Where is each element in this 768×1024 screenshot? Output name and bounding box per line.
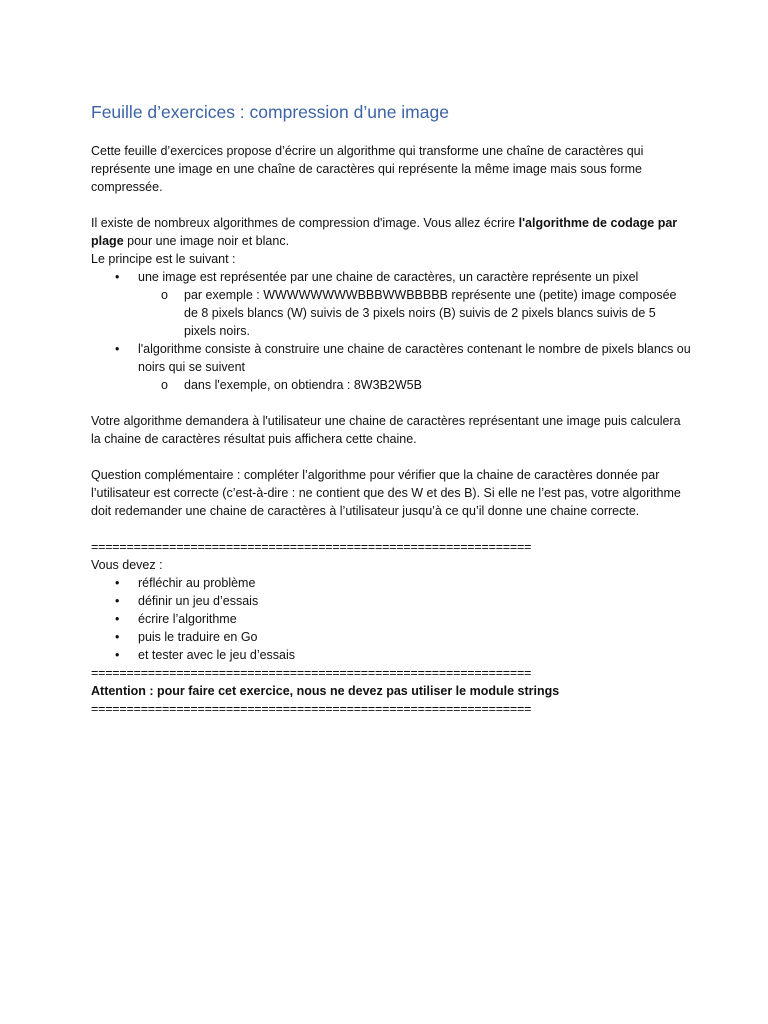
separator-line: ============================================================== [91,540,532,554]
algorithm-text-before: Il existe de nombreux algorithmes de compression d'image. Vous allez écrire [91,216,519,230]
todo-list [91,574,691,664]
bullet-icon: • [115,594,120,608]
principle-item [91,340,691,376]
todo-item-text: écrire l’algorithme [138,612,237,626]
document-page [91,100,691,718]
bullet-icon: • [115,576,120,590]
intro-paragraph: Cette feuille d’exercices propose d’écrire un algorithme qui transforme une chaîne de caractères qui représente une image en une chaîne de caractères qui représente la même image mais sous forme compressée. [91,144,644,194]
spacer [91,394,691,412]
principle-label: Le principe est le suivant : [91,252,236,266]
todo-item-text: et tester avec le jeu d’essais [138,648,296,662]
attention-note [91,682,691,700]
todo-item-text: définir un jeu d’essais [138,594,259,608]
algorithm-paragraph [91,214,691,250]
principle-list [91,268,691,394]
attention-note-text: Attention : pour faire cet exercice, nous ne devez pas utiliser le module strings [91,684,560,698]
principle-item [91,268,691,286]
spacer [91,448,691,466]
task-paragraph: Votre algorithme demandera à l'utilisateur une chaine de caractères représentant une image puis calculera la chaine de caractères résultat puis affichera cette chaine. [91,414,681,446]
separator-line: ============================================================== [91,666,532,680]
bullet-icon: • [115,630,120,644]
principle-subitem-text: par exemple : WWWWWWWWBBBWWBBBBB représente une (petite) image composée de 8 pixels blancs (W) suivis de 3 pixels noirs (B) suivis de 2 pixels blancs suivis de 5 pixels noirs. [184,288,677,338]
todo-item [91,628,691,646]
bullet-icon: • [115,612,120,626]
bullet-icon: • [115,648,120,662]
algorithm-text-after: pour une image noir et blanc. [123,234,290,248]
principle-item-text: l'algorithme consiste à construire une chaine de caractères contenant le nombre de pixels blancs ou noirs qui se suivent [138,342,691,374]
page-title: Feuille d’exercices : compression d’une image [91,102,449,122]
todo-item [91,610,691,628]
complementary-question-paragraph: Question complémentaire : compléter l’algorithme pour vérifier que la chaine de caractères donnée par l’utilisateur est correcte (c’est-à-dire : ne contient que des W et des B). Si elle ne l’est pas, votre algorithme doit redemander une chaine de caractères à l’utilisateur jusqu’à ce qu’il donne une chaine correcte. [91,468,681,518]
principle-subitem [91,376,691,394]
bullet-icon: • [115,342,120,356]
principle-subitem-text: dans l'exemple, on obtiendra : 8W3B2W5B [184,378,422,392]
bullet-icon: • [115,270,120,284]
principle-item-text: une image est représentée par une chaine de caractères, un caractère représente un pixel [138,270,639,284]
todo-item [91,592,691,610]
todo-item [91,646,691,664]
todo-item-text: puis le traduire en Go [138,630,258,644]
principle-subitem [91,286,691,340]
spacer [91,196,691,214]
todo-label: Vous devez : [91,558,163,572]
sub-bullet-icon: o [161,378,168,392]
algorithm-name-bold: l'algorithme de codage par plage [91,216,678,248]
separator-line: ============================================================== [91,702,532,716]
todo-item-text: réfléchir au problème [138,576,256,590]
todo-item [91,574,691,592]
spacer [91,520,691,538]
sub-bullet-icon: o [161,288,168,302]
